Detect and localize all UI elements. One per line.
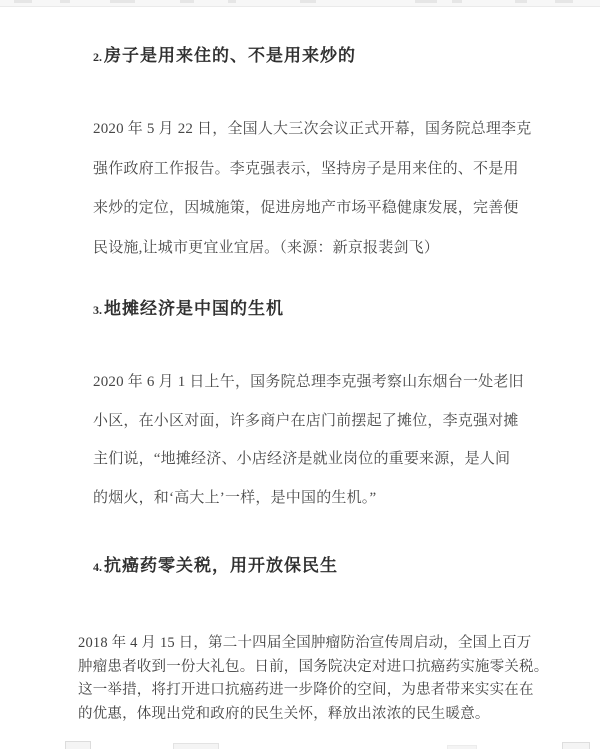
page-edge-remnant [452,0,462,3]
section-number: 3. [93,303,102,317]
paragraph-line: 的烟火，和‘高大上’一样，是中国的生机。” [93,489,377,506]
previous-page-edge [0,0,600,7]
page-edge-remnant [14,0,32,3]
paragraph-line: 主们说，“地摊经济、小店经济是就业岗位的重要来源，是人间 [93,451,511,467]
section-4-paragraph [78,632,549,726]
page-edge-remnant [555,0,573,3]
cut-off-element [173,743,219,749]
page-edge-remnant [415,0,437,3]
section-title: 抗癌药零关税，用开放保民生 [104,556,338,575]
section-3-paragraph [93,363,524,517]
paragraph-line: 来炒的定位，因城施策，促进房地产市场平稳健康发展，完善便 [93,200,519,216]
paragraph-line: 强作政府工作报告。李克强表示，坚持房子是用来住的、不是用 [93,160,519,177]
section-heading-3 [93,299,284,320]
paragraph-line: 民设施,让城市更宜业宜居。（来源：新京报裴剑飞） [93,239,440,256]
section-number: 4. [93,560,102,574]
section-number: 2. [93,50,102,64]
page-edge-remnant [110,0,135,3]
paragraph-line: 这一举措，将打开进口抗癌药进一步降价的空间，为患者带来实实在在 [78,682,534,698]
page-edge-remnant [180,0,194,3]
paragraph-line: 肿瘤患者收到一份大礼包。日前，国务院决定对进口抗癌药实施零关税。 [78,658,549,675]
page-edge-remnant [300,0,316,3]
section-title: 地摊经济是中国的生机 [104,299,284,318]
cut-off-element [447,745,477,749]
page-edge-remnant [515,0,527,3]
section-heading-2 [93,46,356,67]
section-heading-4 [93,556,338,577]
paragraph-line: 2020 年 6 月 1 日上午，国务院总理李克强考察山东烟台一处老旧 [93,374,524,390]
paragraph-line: 2020 年 5 月 22 日，全国人大三次会议正式开幕，国务院总理李克 [93,121,532,137]
section-title: 房子是用来住的、不是用来炒的 [104,46,356,65]
page-edge-remnant [228,0,236,3]
paragraph-line: 2018 年 4 月 15 日，第二十四届全国肿瘤防治宣传周启动，全国上百万 [78,635,532,651]
paragraph-line: 小区，在小区对面，许多商户在店门前摆起了摊位，李克强对摊 [93,412,519,429]
paragraph-line: 的优惠，体现出党和政府的民生关怀，释放出浓浓的民生暖意。 [78,705,490,722]
page-edge-remnant [60,0,70,3]
section-2-paragraph [93,110,532,268]
